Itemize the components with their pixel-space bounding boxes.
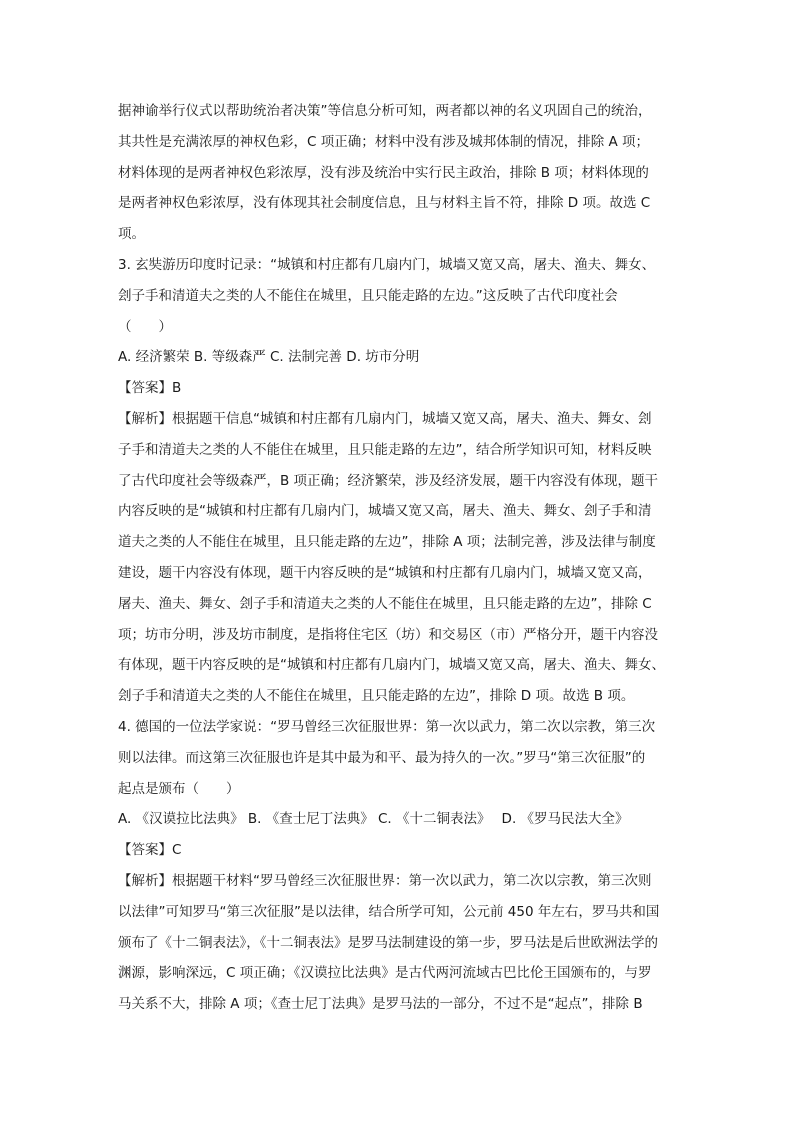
question-3-analysis: 【解析】根据题干信息“城镇和村庄都有几扇内门，城墙又宽又高，屠夫、渔夫、舞女、刽 [118, 410, 652, 427]
question-3-answer: 【答案】B [118, 380, 182, 397]
question-3-analysis: 子手和清道夫之类的人不能住在城里，且只能走路的左边”，结合所学知识可知，材料反映 [118, 441, 652, 458]
question-4-stem: 4. 德国的一位法学家说：“罗马曾经三次征服世界：第一次以武力，第二次以宗教，第三次 [118, 718, 656, 735]
text-line: 项。 [118, 226, 145, 243]
question-4-analysis: 以法律”可知罗马“第三次征服”是以法律，结合所学可知，公元前 450 年左右，罗马共和国 [118, 903, 660, 920]
question-3-analysis: 有体现，题干内容反映的是“城镇和村庄都有几扇内门，城墙又宽又高，屠夫、渔夫、舞女、 [118, 657, 665, 674]
question-4-stem: 则以法律。而这第三次征服也许是其中最为和平、最为持久的一次。”罗马“第三次征服”的 [118, 749, 646, 766]
question-3-analysis: 了古代印度社会等级森严，B 项正确；经济繁荣，涉及经济发展，题干内容没有体现，题干 [118, 472, 659, 489]
question-3-options: A. 经济繁荣 B. 等级森严 C. 法制完善 D. 坊市分明 [118, 349, 420, 366]
question-3-stem: 3. 玄奘游历印度时记录：“城镇和村庄都有几扇内门，城墙又宽又高，屠夫、渔夫、舞女、 [118, 256, 656, 273]
question-3-analysis: 屠夫、渔夫、舞女、刽子手和清道夫之类的人不能住在城里，且只能走路的左边”，排除 C [118, 595, 652, 612]
question-4-analysis: 马关系不大，排除 A 项；《查士尼丁法典》是罗马法的一部分，不过不是“起点”，排除 B [118, 996, 643, 1013]
question-3-stem: （ ） [118, 318, 172, 335]
question-3-analysis: 道夫之类的人不能住在城里，且只能走路的左边”，排除 A 项；法制完善，涉及法律与制度 [118, 534, 656, 551]
text-line: 是两者神权色彩浓厚，没有体现其社会制度信息，且与材料主旨不符，排除 D 项。故选 C [118, 195, 651, 212]
question-3-analysis: 刽子手和清道夫之类的人不能住在城里，且只能走路的左边”，排除 D 项。故选 B 项。 [118, 688, 635, 705]
question-4-options: A. 《汉谟拉比法典》 B. 《查士尼丁法典》 C. 《十二铜表法》 D. 《罗马民法大全》 [118, 811, 629, 828]
question-4-analysis: 【解析】根据题干材料“罗马曾经三次征服世界：第一次以武力，第二次以宗教，第三次则 [118, 872, 652, 889]
question-3-analysis: 项；坊市分明，涉及坊市制度，是指将住宅区（坊）和交易区（市）严格分开，题干内容没 [118, 626, 658, 643]
question-4-analysis: 颁布了《十二铜表法》，《十二铜表法》是罗马法制建设的第一步，罗马法是后世欧洲法学的 [118, 934, 658, 951]
question-3-stem: 刽子手和清道夫之类的人不能住在城里，且只能走路的左边。”这反映了古代印度社会 [118, 287, 618, 304]
text-line: 据神谕举行仪式以帮助统治者决策”等信息分析可知，两者都以神的名义巩固自己的统治， [118, 103, 652, 119]
text-line: 其共性是充满浓厚的神权色彩，C 项正确；材料中没有涉及城邦体制的情况，排除 A 项； [118, 133, 650, 150]
question-3-analysis: 建设，题干内容没有体现，题干内容反映的是“城镇和村庄都有几扇内门，城墙又宽又高， [118, 564, 652, 581]
question-4-answer: 【答案】C [118, 842, 182, 859]
question-4-analysis: 渊源，影响深远，C 项正确；《汉谟拉比法典》是古代两河流域古巴比伦王国颁布的，与罗 [118, 965, 652, 982]
document-page [118, 96, 693, 1020]
question-3-analysis: 内容反映的是“城镇和村庄都有几扇内门，城墙又宽又高，屠夫、渔夫、舞女、刽子手和清 [118, 503, 652, 520]
text-line: 材料体现的是两者神权色彩浓厚，没有涉及统治中实行民主政治，排除 B 项；材料体现的 [118, 164, 649, 181]
question-4-stem: 起点是颁布（ ） [118, 780, 240, 797]
